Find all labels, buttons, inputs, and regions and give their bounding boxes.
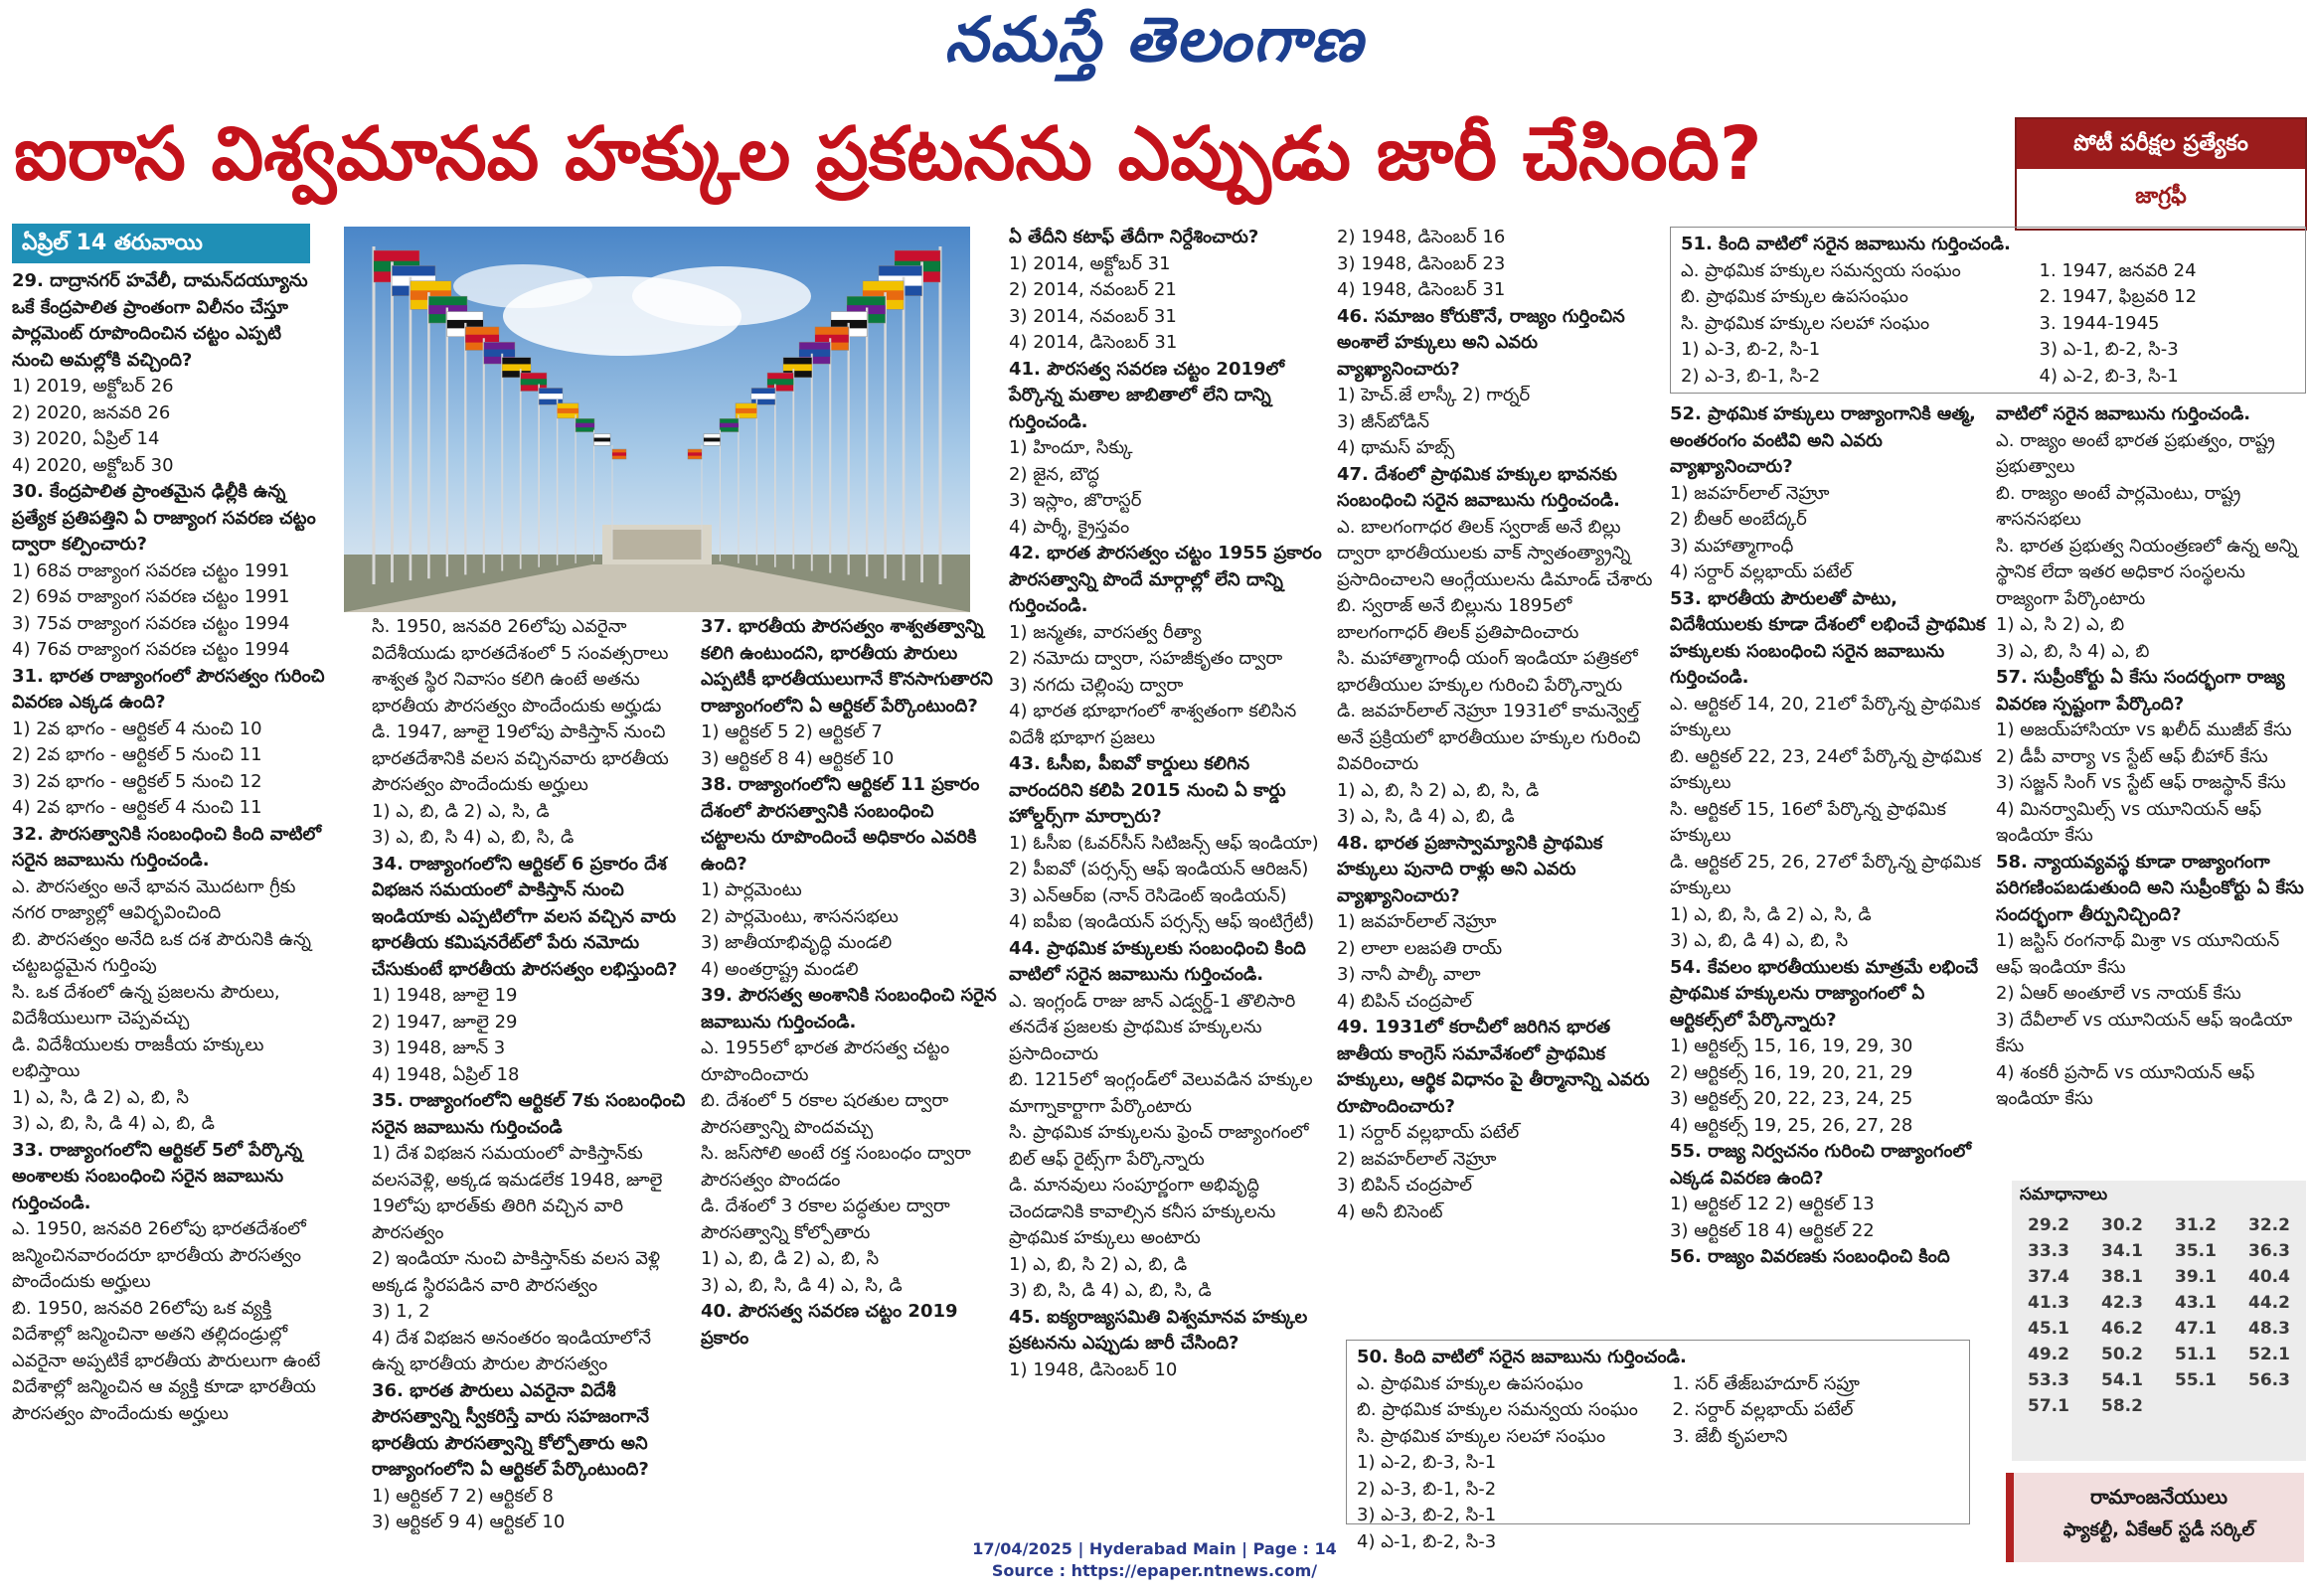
option: 4) ఎ-2, బి-3, సి-1 <box>2039 365 2179 387</box>
option: 3) ఎ, బి, డి 4) ఎ, బి, సి <box>1670 930 1849 951</box>
option: 1) ఆర్టికల్ 7 2) ఆర్టికల్ 8 <box>372 1485 554 1507</box>
option: 3) మహాత్మాగాంధీ <box>1670 535 1794 557</box>
option: 2) పార్లమెంటు, శాసనసభలు <box>701 905 899 927</box>
option: బి. 1950, జనవరి 26లోపు ఒక వ్యక్తి విదేశాల్లో జన్మించినా అతని తల్లిదండ్రుల్లో ఎవరైనా అప్పటికే భారతీయ పౌరులుగా ఉంటే విదేశాల్లో జన్మించిన ఆ వ్యక్తి కూడా భారతీయ పౌరసత్వం పొందేందుకు అర్హులు <box>12 1297 321 1424</box>
option: 2) 2వ భాగం - ఆర్టికల్ 5 నుంచి 11 <box>12 744 262 765</box>
option: 1) జస్టిస్ రంగనాథ్ మిశ్రా vs యూనియన్ ఆఫ్ ఇండియా కేసు <box>1996 930 2280 978</box>
option: 1) ఎ, బి, డి 2) ఎ, బి, సి <box>701 1248 880 1269</box>
answer-cell <box>2159 1393 2232 1419</box>
question: 44. ప్రాథమిక హక్కులకు సంబంధించి కింది వాటిలో సరైన జవాబును గుర్తించండి. <box>1009 937 1306 985</box>
option: 3) 1948, జూన్ 3 <box>372 1037 506 1058</box>
option: ఎ. పౌరసత్వం అనే భావన మొదటగా గ్రీకు నగర రాజ్యాల్లో ఆవిర్భవించింది <box>12 876 296 923</box>
option: 3) ఆర్టికల్ 9 4) ఆర్టికల్ 10 <box>372 1512 566 1532</box>
q51-question: 51. కింది వాటిలో సరైన జవాబును గుర్తించండి. <box>1681 234 2011 254</box>
flag-stripe <box>736 408 756 413</box>
question: 58. న్యాయవ్యవస్థ కూడా రాజ్యాంగంగా పరిగణింపబడుతుంది అని సుప్రీంకోర్టు ఏ కేసు సందర్భంగా తీర్పునిచ్చింది? <box>1996 851 2304 925</box>
special-top: పోటీ పరీక్షల ప్రత్యేకం <box>2017 119 2305 169</box>
answer-cell: 36.3 <box>2248 1241 2290 1261</box>
option: ఎ. ఇంగ్లండ్ రాజు జాన్ ఎడ్వర్డ్-1 తొలిసారి తనదేశ ప్రజలకు ప్రాథమిక హక్కులను ప్రసాదించారు <box>1009 990 1296 1064</box>
answer-cell: 43.1 <box>2175 1293 2217 1313</box>
option: 3) ఎ, బి, సి, డి 4) ఎ, సి, డి <box>701 1274 903 1296</box>
option: 4) 2020, అక్టోబర్ 30 <box>12 454 174 476</box>
answer-cell: 33.3 <box>2028 1241 2069 1261</box>
option: 3) ఎ-3, బి-2, సి-1 <box>1357 1505 1497 1525</box>
q51-options-right <box>2040 337 2296 390</box>
question: 38. రాజ్యాంగంలోని ఆర్టికల్ 11 ప్రకారం దేశంలో పౌరసత్వానికి సంబంధించి చట్టాలను రూపొందించే అధికారం ఎవరికి ఉంది? <box>701 774 980 875</box>
answer-row <box>2012 1212 2306 1238</box>
option: బి. పౌరసత్వం అనేది ఒక దశ పౌరునికి ఉన్న చట్టబద్ధమైన గుర్తింపు <box>12 928 311 976</box>
option: 1) జవహర్‌లాల్ నెహ్రూ <box>1670 482 1830 504</box>
option: 2) లాలా లజపతి రాయ్ <box>1337 937 1503 959</box>
option: 4) ఐపీఐ (ఇండియన్ పర్సన్స్ ఆఫ్ ఇంటిగ్రేటీ) <box>1009 911 1315 932</box>
question: ఏ తేదీని కటాఫ్ తేదీగా నిర్దేశించారు? <box>1009 227 1259 247</box>
answer-cell: 57.1 <box>2028 1396 2069 1416</box>
option: ఎ. 1955లో భారత పౌరసత్వ చట్టం రూపొందించారు <box>701 1037 950 1085</box>
masthead <box>0 0 2309 89</box>
flags-photo <box>344 227 970 612</box>
option: డి. 1947, జూలై 19లోపు పాకిస్తాన్ నుంచి భారతదేశానికి వలస వచ్చినవారు భారతీయ పౌరసత్వం పొందేందుకు అర్హులు <box>372 721 669 795</box>
option: 3) 2వ భాగం - ఆర్టికల్ 5 నుంచి 12 <box>12 770 262 792</box>
match-left: బి. ప్రాథమిక హక్కుల సమన్వయ సంఘం <box>1357 1399 1638 1420</box>
answer-cell: 35.1 <box>2175 1241 2217 1261</box>
option: 1) అజయ్‌హాసియా vs ఖలీద్ ముజీబ్ కేసు <box>1996 719 2292 740</box>
option: 4) మినర్వామిల్స్ vs యూనియన్ ఆఫ్ ఇండియా కేసు <box>1996 798 2262 846</box>
option: ఎ. ఆర్టికల్ 14, 20, 21లో పేర్కొన్న ప్రాథమిక హక్కులు <box>1670 693 1981 740</box>
option: 3) ఇస్లాం, జొరాస్టర్ <box>1009 490 1142 511</box>
option: 1) ఎ-2, బి-3, సి-1 <box>1357 1452 1497 1473</box>
answer-cell: 42.3 <box>2101 1293 2143 1313</box>
question: 36. భారత పౌరులు ఎవరైనా విదేశీ పౌరసత్వాన్ని స్వీకరిస్తే వారు సహజంగానే భారతీయ పౌరసత్వాన్ని కోల్పోతారు అని రాజ్యాంగంలోని ఏ ఆర్టికల్ పేర్కొంటుంది? <box>372 1379 650 1480</box>
flags-illustration <box>344 227 970 612</box>
option: 1) ఓసీఐ (ఓవర్‌సీస్ సిటిజన్స్ ఆఫ్ ఇండియా) <box>1009 832 1319 854</box>
author-desc: ఫ్యాకల్టీ, ఏకేఆర్ స్టడీ సర్కిల్ <box>2062 1519 2255 1540</box>
flag-stripe <box>484 350 515 357</box>
option: 1) జన్మతః, వారసత్వ రీత్యా <box>1009 621 1202 643</box>
option: 1) 1948, జూలై 19 <box>372 985 518 1006</box>
author-name: రామాంజనేయులు <box>2089 1485 2228 1509</box>
option: 2) నమోదు ద్వారా, సహజీకృతం ద్వారా <box>1009 648 1283 669</box>
option: 2) పీఐవో (పర్సన్స్ ఆఫ్ ఇండియన్ ఆరిజన్) <box>1009 859 1309 879</box>
match-right: 3. 1944-1945 <box>2039 312 2160 334</box>
flag-stripe <box>612 452 626 455</box>
option: 4) 2వ భాగం - ఆర్టికల్ 4 నుంచి 11 <box>12 797 262 818</box>
column-2b <box>701 614 999 1352</box>
masthead-title: నమస్తే తెలంగాణ <box>944 3 1365 76</box>
flag-stripe <box>688 452 702 455</box>
option: 3) 2014, నవంబర్ 31 <box>1009 305 1177 327</box>
question-51-box <box>1670 227 2306 394</box>
option: 2) ఆర్టికల్స్ 16, 19, 20, 21, 29 <box>1670 1061 1913 1083</box>
answer-cell: 32.2 <box>2248 1215 2290 1235</box>
answer-cell: 47.1 <box>2175 1319 2217 1339</box>
option: డి. జవహర్‌లాల్ నెహ్రూ 1931లో కామన్వెల్త్ అనే ప్రక్రియలో భారతీయుల హక్కుల గురించి వివరించారు <box>1337 701 1641 774</box>
q51-left <box>1681 258 2040 338</box>
option: 3) ఎ, బి, సి, డి 4) ఎ, బి, డి <box>12 1113 215 1134</box>
answer-cell: 56.3 <box>2248 1370 2290 1390</box>
option: 4) 76వ రాజ్యాంగ సవరణ చట్టం 1994 <box>12 639 290 660</box>
option: 3) 1948, డిసెంబర్ 23 <box>1337 252 1506 274</box>
question: 53. భారతీయ పౌరులతో పాటు, విదేశీయులకు కూడా దేశంలో లభించే ప్రాథమిక హక్కులకు సంబంధించి సరైన జవాబును గుర్తించండి. <box>1670 587 1986 688</box>
option: 1) హెచ్.జే లాస్కీ 2) గార్నర్ <box>1337 385 1531 405</box>
answer-cell: 51.1 <box>2175 1345 2217 1364</box>
question: 48. భారత ప్రజాస్వామ్యానికి ప్రాథమిక హక్కులు పునాది రాళ్లు అని ఎవరు వ్యాఖ్యానించారు? <box>1337 832 1603 906</box>
answer-row <box>2012 1367 2306 1393</box>
q51-options <box>1681 337 2295 390</box>
option: 1) ఎ, సి 2) ఎ, బి <box>1996 614 2125 635</box>
option: సి. ఆర్టికల్ 15, 16లో పేర్కొన్న ప్రాథమిక హక్కులు <box>1670 798 1946 846</box>
match-left: ఎ. ప్రాథమిక హక్కుల ఉపసంఘం <box>1357 1372 1583 1394</box>
match-left: ఎ. ప్రాథమిక హక్కుల సమన్వయ సంఘం <box>1681 259 1961 281</box>
flag-stripe <box>751 394 775 399</box>
option: 4) థామస్ హబ్స్ <box>1337 437 1455 458</box>
option: 4) 1948, ఏప్రిల్ 18 <box>372 1063 520 1085</box>
option: ఎ. 1950, జనవరి 26లోపు భారతదేశంలో జన్మించినవారందరూ భారతీయ పౌరసత్వం పొందేందుకు అర్హులు <box>12 1218 306 1292</box>
question: 46. సమాజం కోరుకొనే, రాజ్యం గుర్తించిన అంశాలే హక్కులు అని ఎవరు వ్యాఖ్యానించారు? <box>1337 305 1625 380</box>
answer-cell: 39.1 <box>2175 1267 2217 1287</box>
option: 1) దేశ విభజన సమయంలో పాకిస్తాన్‌కు వలసవెళ్లి, అక్కడ ఇమడలేక 1948, జూలై 19లోపు భారత్‌కు తిరిగి వచ్చిన వారి పౌరసత్వం <box>372 1143 663 1243</box>
option: 1) పార్లమెంటు <box>701 879 802 900</box>
column-1 <box>12 268 328 1427</box>
flag-stripe <box>576 423 594 427</box>
option: 1) ఎ-3, బి-2, సి-1 <box>1681 339 1821 360</box>
match-right: 1. 1947, జనవరి 24 <box>2039 259 2197 281</box>
footer-source: Source : https://epaper.ntnews.com/ <box>991 1561 1318 1580</box>
option: 1) ఎ, బి, డి 2) ఎ, సి, డి <box>372 800 550 822</box>
option: 2) బీఆర్ అంబేద్కర్ <box>1670 509 1807 530</box>
match-right: 2. 1947, ఫిబ్రవరి 12 <box>2039 286 2198 307</box>
option: 3) ఎన్ఆర్ఐ (నాన్ రెసిడెంట్ ఇండియన్) <box>1009 884 1287 906</box>
question: వాటిలో సరైన జవాబును గుర్తించండి. <box>1996 403 2251 424</box>
option: 4) 1948, డిసెంబర్ 31 <box>1337 279 1506 300</box>
option: 2) ఎ-3, బి-1, సి-2 <box>1681 365 1821 387</box>
answer-cell: 31.2 <box>2175 1215 2217 1235</box>
answer-cell: 37.4 <box>2028 1267 2069 1287</box>
option: సి. మహాత్మాగాంధీ యంగ్ ఇండియా పత్రికలో భారతీయుల హక్కుల గురించి పేర్కొన్నారు <box>1337 648 1638 696</box>
question: 35. రాజ్యాంగంలోని ఆర్టికల్ 7కు సంబంధించి సరైన జవాబును గుర్తించండి <box>372 1090 686 1138</box>
column-2 <box>372 614 688 1536</box>
option: 1) ఆర్టికల్స్ 15, 16, 19, 29, 30 <box>1670 1036 1913 1056</box>
option: 1) హిందూ, సిక్కు <box>1009 437 1133 458</box>
option: 1) 2019, అక్టోబర్ 26 <box>12 376 174 397</box>
question: 32. పౌరసత్వానికి సంబంధించి కింది వాటిలో సరైన జవాబును గుర్తించండి. <box>12 823 322 871</box>
option: 3) బి, సి, డి 4) ఎ, బి, సి, డి <box>1009 1280 1212 1301</box>
option: 1) 68వ రాజ్యాంగ సవరణ చట్టం 1991 <box>12 559 290 581</box>
answer-row <box>2012 1264 2306 1290</box>
option: 1) ఎ, బి, సి 2) ఎ, బి, డి <box>1009 1253 1188 1275</box>
answer-cell: 34.1 <box>2101 1241 2143 1261</box>
option: 2) 69వ రాజ్యాంగ సవరణ చట్టం 1991 <box>12 586 290 607</box>
column-3 <box>1009 225 1325 1383</box>
option: 3) దేవీలాల్ vs యూనియన్ ఆఫ్ ఇండియా కేసు <box>1996 1009 2293 1056</box>
question: 39. పౌరసత్వ అంశానికి సంబంధించి సరైన జవాబును గుర్తించండి. <box>701 985 997 1033</box>
option: 3) ఎ, బి, సి 4) ఎ, బి, సి, డి <box>372 827 575 848</box>
answer-row <box>2012 1342 2306 1367</box>
match-left: బి. ప్రాథమిక హక్కుల ఉపసంఘం <box>1681 286 1908 307</box>
option: 1) ఎ, బి, సి 2) ఎ, బి, సి, డి <box>1337 779 1540 801</box>
option: 4) ఆర్టికల్స్ 19, 25, 26, 27, 28 <box>1670 1114 1913 1136</box>
option: బి. 1215లో ఇంగ్లండ్‌లో వెలువడిన హక్కుల మాగ్నాకార్టాగా పేర్కొంటారు <box>1009 1069 1313 1117</box>
question: 45. ఐక్యరాజ్యసమితి విశ్వమానవ హక్కుల ప్రకటనను ఎప్పుడు జారీ చేసింది? <box>1009 1306 1308 1354</box>
answer-row <box>2012 1238 2306 1264</box>
flag-stripe <box>704 438 720 442</box>
option: 1) ఆర్టికల్ 12 2) ఆర్టికల్ 13 <box>1670 1194 1875 1214</box>
option: సి. జస్‌సోలి అంటే రక్త సంబంధం ద్వారా పౌరసత్వం పొందడం <box>701 1143 971 1191</box>
option: 2) 2014, నవంబర్ 21 <box>1009 279 1177 300</box>
match-right: 3. జేబీ కృపలాని <box>1672 1425 1788 1447</box>
answer-cell: 40.4 <box>2248 1267 2290 1287</box>
option: 1) జవహర్‌లాల్ నెహ్రూ <box>1337 911 1497 932</box>
match-left: సి. ప్రాథమిక హక్కుల సలహా సంఘం <box>1681 312 1930 334</box>
answer-row <box>2012 1316 2306 1342</box>
option: బి. స్వరాజ్ అనే బిల్లును 1895లో బాలగంగాధర్ తిలక్ ప్రతిపాదించారు <box>1337 595 1579 643</box>
question: 47. దేశంలో ప్రాథమిక హక్కుల భావనకు సంబంధించి సరైన జవాబును గుర్తించండి. <box>1337 463 1620 511</box>
option: 2) ఏఆర్ అంతూలే vs నాయక్ కేసు <box>1996 983 2241 1004</box>
column-4 <box>1337 225 1657 1225</box>
flag-stripe <box>539 394 563 399</box>
answers-title: సమాధానాలు <box>2020 1185 2108 1204</box>
footer <box>0 1538 2309 1582</box>
match-right: 1. సర్ తేజ్‌బహదూర్ సప్రూ <box>1672 1372 1860 1394</box>
option: బి. రాజ్యం అంటే పార్లమెంటు, రాష్ట్ర శాసనసభలు <box>1996 482 2241 530</box>
option: 3) నగదు చెల్లింపు ద్వారా <box>1009 674 1184 696</box>
option: 1) 2014, అక్టోబర్ 31 <box>1009 252 1171 274</box>
option: 2) 1948, డిసెంబర్ 16 <box>1337 227 1506 247</box>
answer-cell: 52.1 <box>2248 1345 2290 1364</box>
answer-row <box>2012 1290 2306 1316</box>
option: 4) 2014, డిసెంబర్ 31 <box>1009 332 1178 353</box>
special-bottom: జాగ్రఫీ <box>2135 184 2187 209</box>
question: 49. 1931లో కరాచీలో జరిగిన భారత జాతీయ కాంగ్రెస్ సమావేశంలో ప్రాథమిక హక్కులు, ఆర్థిక విధానం పై తీర్మానాన్ని ఎవరు రూపొందించారు? <box>1337 1017 1650 1117</box>
option: బి. ఆర్టికల్ 22, 23, 24లో పేర్కొన్న ప్రాథమిక హక్కులు <box>1670 745 1982 793</box>
flag-stripe <box>815 335 849 343</box>
flag-stripe <box>799 350 830 357</box>
question: 43. ఓసీఐ, పీఐవో కార్డులు కలిగిన వారందరిని కలిపి 2015 నుంచి ఏ కార్డు హోల్డర్స్‌గా మార్చారు? <box>1009 753 1286 827</box>
option: సి. ప్రాథమిక హక్కులను ఫ్రెంచ్ రాజ్యాంగంలో బిల్ ఆఫ్ రైట్స్‌గా పేర్కొన్నారు <box>1009 1122 1309 1170</box>
option: 4) భారత భూభాగంలో శాశ్వతంగా కలిసిన విదేశీ భూభాగ ప్రజలు <box>1009 701 1297 748</box>
question: 33. రాజ్యాంగంలోని ఆర్టికల్ 5లో పేర్కొన్న అంశాలకు సంబంధించి సరైన జవాబును గుర్తించండి. <box>12 1139 303 1213</box>
answer-cell: 54.1 <box>2101 1370 2143 1390</box>
q50-left <box>1357 1371 1672 1451</box>
question: 40. పౌరసత్వ సవరణ చట్టం 2019 ప్రకారం <box>701 1301 958 1349</box>
flag-stripe <box>465 335 499 343</box>
option: డి. మానవులు సంపూర్ణంగా అభివృద్ధి చెందడానికి కావాల్సిన కనీస హక్కులను ప్రాథమిక హక్కులు అంటారు <box>1009 1175 1276 1248</box>
option: 2) జవహర్‌లాల్ నెహ్రూ <box>1337 1148 1497 1170</box>
flag-stripe <box>594 438 610 442</box>
answer-cell: 29.2 <box>2028 1215 2069 1235</box>
option: 1) సర్దార్ వల్లభాయ్ పటేల్ <box>1337 1122 1520 1143</box>
q50-match <box>1357 1371 1959 1451</box>
flag-stripe <box>783 364 812 371</box>
option: 3) నానీ పాల్కీ వాలా <box>1337 964 1481 985</box>
option: 2) డీపీ వార్యా vs స్టేట్ ఆఫ్ బీహార్ కేసు <box>1996 745 2268 767</box>
answer-cell <box>2232 1393 2306 1419</box>
option: 4) దేశ విభజన అనంతరం ఇండియాలోనే ఉన్న భారతీయ పౌరుల పౌరసత్వం <box>372 1327 651 1374</box>
answer-row <box>2012 1393 2306 1419</box>
q50-question: 50. కింది వాటిలో సరైన జవాబును గుర్తించండి. <box>1357 1347 1687 1367</box>
q51-match <box>1681 258 2295 338</box>
option: 3) ఎ, బి, సి 4) ఎ, బి <box>1996 640 2150 662</box>
headline: ఐరాస విశ్వమానవ హక్కుల ప్రకటనను ఎప్పుడు జారీ చేసింది? <box>14 111 1762 197</box>
answer-cell: 44.2 <box>2248 1293 2290 1313</box>
option: 4) ఎ-1, బి-2, సి-3 <box>1357 1530 1497 1552</box>
option: డి. విదేశీయులకు రాజకీయ హక్కులు లభిస్తాయి <box>12 1034 264 1081</box>
option: 4) సర్దార్ వల్లభాయ్ పటేల్ <box>1670 561 1853 582</box>
option: 1) ఎ, సి, డి 2) ఎ, బి, సి <box>12 1086 189 1108</box>
option: 3) ఆర్టికల్ 18 4) ఆర్టికల్ 22 <box>1670 1219 1875 1241</box>
question: 56. రాజ్యం వివరణకు సంబంధించి కింది <box>1670 1246 1950 1267</box>
option: 2) ఎ-3, బి-1, సి-2 <box>1357 1478 1497 1500</box>
option: బి. దేశంలో 5 రకాల షరతుల ద్వారా పౌరసత్వాన్ని పొందవచ్చు <box>701 1090 949 1138</box>
answer-cell: 58.2 <box>2101 1396 2143 1416</box>
option: 4) అనీ బిసెంట్ <box>1337 1200 1443 1222</box>
option: 3) 2020, ఏప్రిల్ 14 <box>12 428 160 449</box>
answer-cell: 41.3 <box>2028 1293 2069 1313</box>
option: సి. భారత ప్రభుత్వ నియంత్రణలో ఉన్న అన్ని స్థానిక లేదా ఇతర అధికార సంస్థలను రాజ్యంగా పేర్కొంటారు <box>1996 535 2298 609</box>
flag-stripe <box>521 379 547 385</box>
option: 3) జీన్‌బోడిన్ <box>1337 410 1430 432</box>
option: డి. దేశంలో 3 రకాల పద్ధతుల ద్వారా పౌరసత్వాన్ని కోల్పోతారు <box>701 1196 950 1243</box>
question: 42. భారత పౌరసత్వం చట్టం 1955 ప్రకారం పౌరసత్వాన్ని పొందే మార్గాల్లో లేని దాన్ని గుర్తించండి. <box>1009 543 1322 616</box>
answer-cell: 30.2 <box>2101 1215 2143 1235</box>
option: 2) 2020, జనవరి 26 <box>12 401 171 423</box>
flag-stripe <box>558 408 578 413</box>
match-right: 2. సర్దార్ వల్లభాయ్ పటేల్ <box>1672 1399 1854 1420</box>
option: 1) ఎ, బి, సి, డి 2) ఎ, సి, డి <box>1670 903 1872 925</box>
option: 3) బిపిన్ చంద్రపాల్ <box>1337 1175 1473 1196</box>
option: 3) ఎ, సి, డి 4) ఎ, బి, డి <box>1337 806 1515 827</box>
option: సి. 1950, జనవరి 26లోపు ఎవరైనా విదేశీయుడు భారతదేశంలో 5 సంవత్సరాలు శాశ్వత స్థిర నివాసం కలిగి ఉంటే అతను భారతీయ పౌరసత్వం పొందేందుకు అర్హుడు <box>372 616 669 717</box>
option: సి. ఒక దేశంలో ఉన్న ప్రజలను పౌరులు, విదేశీయులుగా చెప్పవచ్చు <box>12 981 280 1029</box>
option: 3) సజ్జన్ సింగ్ vs స్టేట్ ఆఫ్ రాజస్థాన్ కేసు <box>1996 772 2286 793</box>
question: 34. రాజ్యాంగంలోని ఆర్టికల్ 6 ప్రకారం దేశ విభజన సమయంలో పాకిస్తాన్ నుంచి ఇండియాకు ఎప్పటిలోగా వలస వచ్చిన వారు భారతీయ కమిషనరేట్‌లో పేరు నమోదు చేసుకుంటే భారతీయ పౌరసత్వం లభిస్తుంది? <box>372 853 678 980</box>
answer-cell: 45.1 <box>2028 1319 2069 1339</box>
match-left: సి. ప్రాథమిక హక్కుల సలహా సంఘం <box>1357 1425 1606 1447</box>
q50-right <box>1672 1371 1959 1451</box>
option: 1) 2వ భాగం - ఆర్టికల్ 4 నుంచి 10 <box>12 718 262 739</box>
answer-cell: 46.2 <box>2101 1319 2143 1339</box>
option: 4) అంతర్రాష్ట్ర మండలి <box>701 958 859 980</box>
answer-cell: 38.1 <box>2101 1267 2143 1287</box>
column-5 <box>1670 401 1986 1271</box>
column-6 <box>1996 401 2306 1113</box>
q51-options-left <box>1681 337 2040 390</box>
answer-cell: 50.2 <box>2101 1345 2143 1364</box>
option: 3) 1, 2 <box>372 1301 430 1322</box>
question: 37. భారతీయ పౌరసత్వం శాశ్వతత్వాన్ని కలిగి ఉంటుందని, భారతీయ పౌరులు ఎప్పటికీ భారతీయులుగానే కొనసాగుతారని రాజ్యాంగంలోని ఏ ఆర్టికల్ పేర్కొంటుంది? <box>701 616 993 717</box>
flag-stripe <box>502 364 531 371</box>
question: 52. ప్రాథమిక హక్కులు రాజ్యాంగానికి ఆత్మ, అంతరంగం వంటివి అని ఎవరు వ్యాఖ్యానించారు? <box>1670 403 1976 477</box>
option: 2) ఇండియా నుంచి పాకిస్తాన్‌కు వలస వెళ్లి అక్కడ స్థిరపడిన వారి పౌరసత్వం <box>372 1248 661 1296</box>
option: 3) 75వ రాజ్యాంగ సవరణ చట్టం 1994 <box>12 612 290 634</box>
answers-table <box>2012 1212 2306 1419</box>
option: 2) 1947, జూలై 29 <box>372 1011 518 1033</box>
question: 54. కేవలం భారతీయులకు మాత్రమే లభించే ప్రాథమిక హక్కులను రాజ్యాంగంలో ఏ ఆర్టికల్స్‌లో పేర్కొన్నారు? <box>1670 956 1979 1031</box>
special-box <box>2015 117 2307 231</box>
option: 1) 1948, డిసెంబర్ 10 <box>1009 1358 1178 1380</box>
option: 4) బిపిన్ చంద్రపాల్ <box>1337 990 1473 1012</box>
option: 4) శంకరీ ప్రసాద్ vs యూనియన్ ఆఫ్ ఇండియా కేసు <box>1996 1061 2255 1109</box>
option: 2) జైన, బౌద్ధ <box>1009 463 1099 485</box>
option: ఎ. రాజ్యం అంటే భారత ప్రభుత్వం, రాష్ట్ర ప్రభుత్వాలు <box>1996 429 2275 477</box>
answer-cell: 55.1 <box>2175 1370 2217 1390</box>
option: 3) ఆర్టికల్స్ 20, 22, 23, 24, 25 <box>1670 1088 1913 1109</box>
flag-stripe <box>767 379 793 385</box>
option: 3) ఆర్టికల్ 8 4) ఆర్టికల్ 10 <box>701 747 895 769</box>
option: డి. ఆర్టికల్ 25, 26, 27లో పేర్కొన్న ప్రాథమిక హక్కులు <box>1670 851 1981 898</box>
option: ఎ. బాలగంగాధర తిలక్ స్వరాజ్ అనే బిల్లు ద్వారా భారతీయులకు వాక్ స్వాతంత్య్రాన్ని ప్రసాదించాలని ఆంగ్లేయులను డిమాండ్ చేశారు <box>1337 516 1653 590</box>
answer-cell: 48.3 <box>2248 1319 2290 1339</box>
question: 31. భారత రాజ్యాంగంలో పౌరసత్వం గురించి వివరణ ఎక్కడ ఉంది? <box>12 665 325 713</box>
question: 30. కేంద్రపాలిత ప్రాంతమైన ఢిల్లీకి ఉన్న ప్రత్యేక ప్రతిపత్తిని ఏ రాజ్యాంగ సవరణ చట్టం ద్వారా కల్పించారు? <box>12 481 316 555</box>
option: 4) పార్శీ, క్రైస్తవం <box>1009 516 1130 538</box>
question-50-box <box>1346 1340 1970 1552</box>
flag-stripe <box>720 423 739 427</box>
question: 29. దాద్రానగర్ హవేలీ, దామన్‌దయ్యూను ఒకే కేంద్రపాలిత ప్రాంతంగా విలీనం చేస్తూ పార్లమెంట్ రూపొందించిన చట్టం ఎప్పటి నుంచి అమల్లోకి వచ్చింది? <box>12 270 308 371</box>
answers-box <box>2012 1181 2306 1461</box>
option: 3) జాతీయాభివృద్ధి మండలి <box>701 932 893 953</box>
answer-cell: 53.3 <box>2028 1370 2069 1390</box>
q51-right <box>2040 258 2296 338</box>
question: 41. పౌరసత్వ సవరణ చట్టం 2019లో పేర్కొన్న మతాల జాబితాలో లేని దాన్ని గుర్తించండి. <box>1009 358 1285 432</box>
question: 57. సుప్రీంకోర్టు ఏ కేసు సందర్భంగా రాజ్య వివరణ స్పష్టంగా పేర్కొంది? <box>1996 667 2285 715</box>
answer-cell: 49.2 <box>2028 1345 2069 1364</box>
option: 3) ఎ-1, బి-2, సి-3 <box>2039 339 2179 360</box>
option: 1) ఆర్టికల్ 5 2) ఆర్టికల్ 7 <box>701 721 883 742</box>
section-label: ఏప్రిల్ 14 తరువాయి <box>12 224 310 263</box>
question: 55. రాజ్య నిర్వచనం గురించి రాజ్యాంగంలో ఎక్కడ వివరణ ఉంది? <box>1670 1141 1972 1189</box>
footer-date: 17/04/2025 | Hyderabad Main | Page : 14 <box>972 1539 1337 1558</box>
